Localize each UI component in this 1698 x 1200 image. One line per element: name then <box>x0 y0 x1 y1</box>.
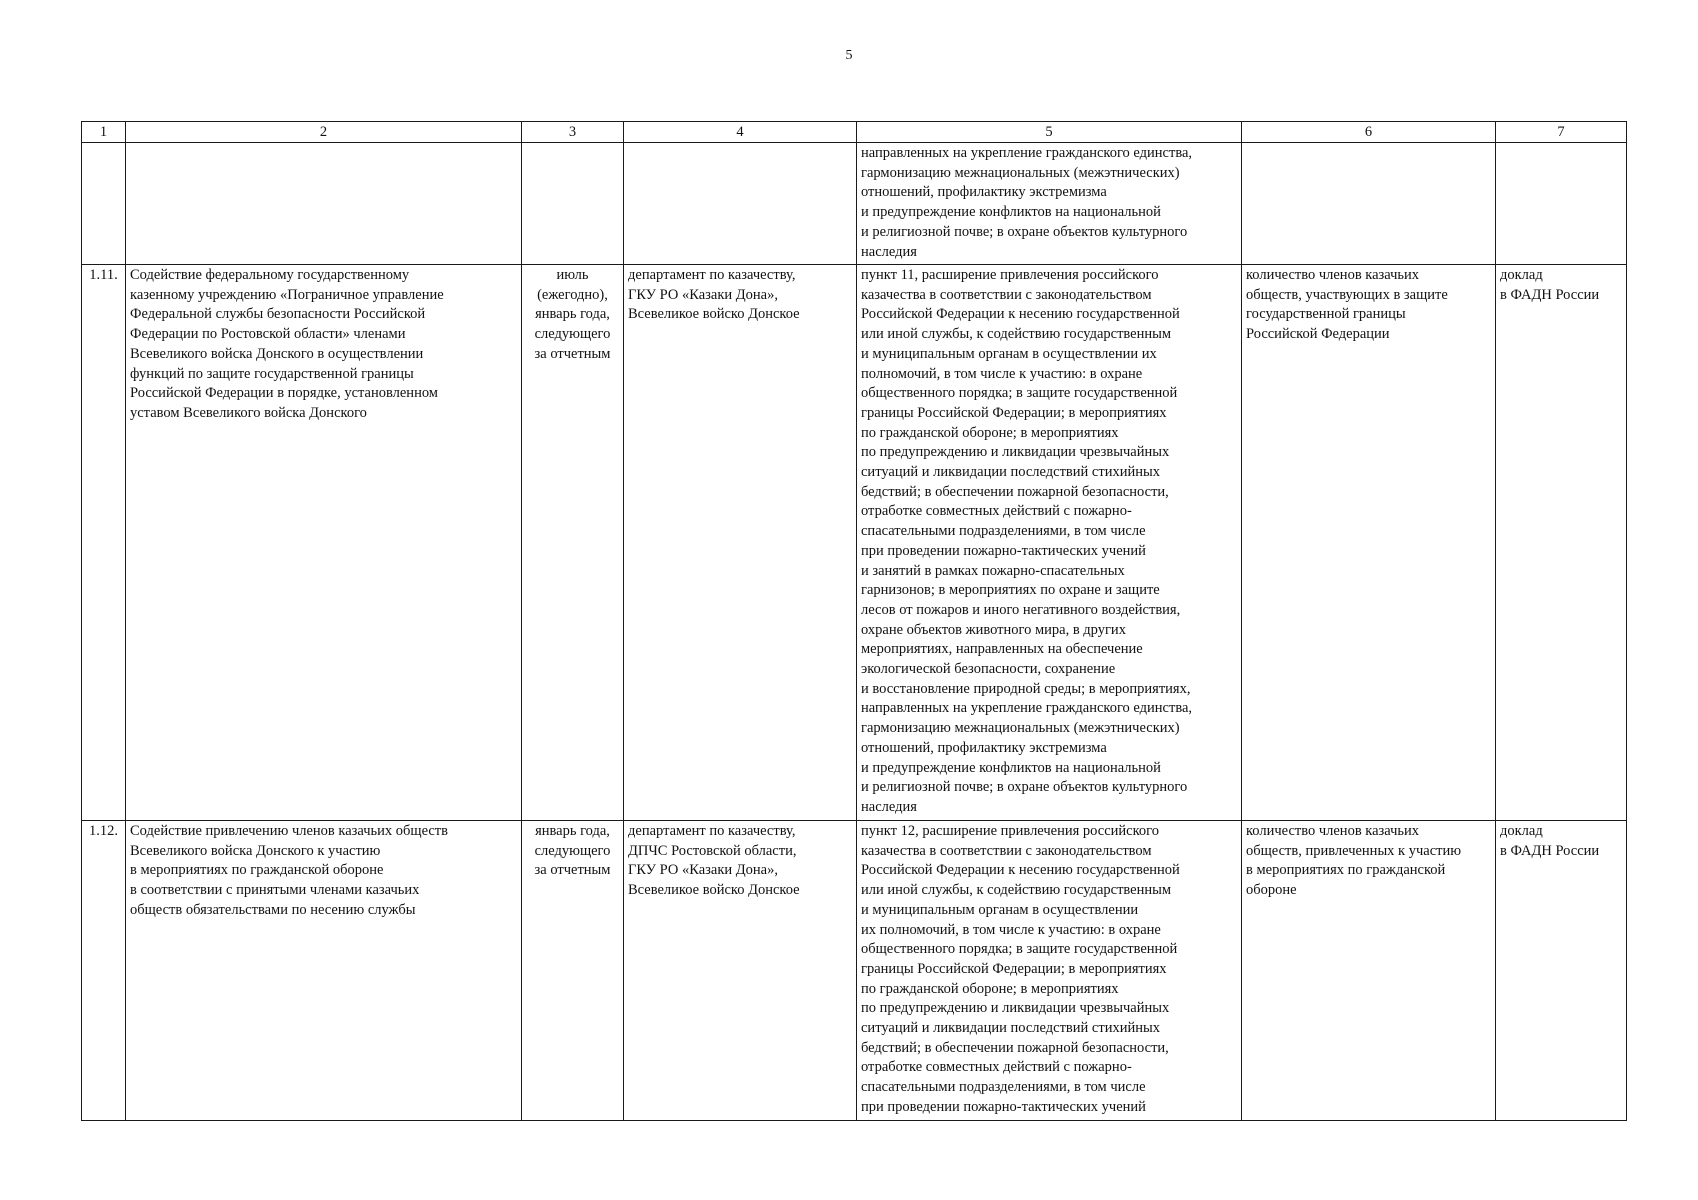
table-row <box>82 821 1627 1121</box>
cell-indicator: количество членов казачьих обществ, привлеченных к участию в мероприятиях по гражданской обороне <box>1242 821 1496 1121</box>
cell-executor: департамент по казачеству, ГКУ РО «Казаки Дона», Всевеликое войско Донское <box>624 265 857 821</box>
column-number-6: 6 <box>1242 122 1496 143</box>
column-number-5: 5 <box>857 122 1242 143</box>
cell-term <box>522 143 624 265</box>
page-number: 5 <box>845 48 853 63</box>
cell-executor <box>624 143 857 265</box>
cell-indicator <box>1242 143 1496 265</box>
column-number-7: 7 <box>1496 122 1627 143</box>
cell-report: доклад в ФАДН России <box>1496 265 1627 821</box>
cell-event: Содействие привлечению членов казачьих обществ Всевеликого войска Донского к участию в мероприятиях по гражданской обороне в соответствии с принятыми членами казачьих обществ обязательствами по несению службы <box>126 821 522 1121</box>
cell-item-number: 1.11. <box>82 265 126 821</box>
cell-result: направленных на укрепление гражданского единства, гармонизацию межнациональных (межэтнических) отношений, профилактику экстремизма и предупреждение конфликтов на национальной и религиозной почве; в охране объектов культурного наследия <box>857 143 1242 265</box>
cell-item-number <box>82 143 126 265</box>
cell-event: Содействие федеральному государственному казенному учреждению «Пограничное управление Федеральной службы безопасности Российской Федерации по Ростовской области» членами Всевеликого войска Донского в осуществлении функций по защите государственной границы Российской Федерации в порядке, установленном уставом Всевеликого войска Донского <box>126 265 522 821</box>
cell-report <box>1496 143 1627 265</box>
cell-result: пункт 12, расширение привлечения российского казачества в соответствии с законодательством Российской Федерации к несению государственной или иной службы, к содействию государственным и муниципальным органам в осуществлении их полномочий, в том числе к участию: в охране общественного порядка; в защите государственной границы Российской Федерации; в мероприятиях по гражданской обороне; в мероприятиях по предупреждению и ликвидации чрезвычайных ситуаций и ликвидации последствий стихийных бедствий; в обеспечении пожарной безопасности, отработке совместных действий с пожарно- спасательными подразделениями, в том числе при проведении пожарно-тактических учений <box>857 821 1242 1121</box>
table-row-continuation <box>82 143 1627 265</box>
column-number-3: 3 <box>522 122 624 143</box>
cell-term: июль (ежегодно), январь года, следующего за отчетным <box>522 265 624 821</box>
plan-table <box>81 121 1627 1121</box>
column-number-2: 2 <box>126 122 522 143</box>
cell-item-number: 1.12. <box>82 821 126 1121</box>
cell-term: январь года, следующего за отчетным <box>522 821 624 1121</box>
table-header-row <box>82 122 1627 143</box>
cell-event <box>126 143 522 265</box>
table-row <box>82 265 1627 821</box>
cell-result: пункт 11, расширение привлечения российского казачества в соответствии с законодательством Российской Федерации к несению государственной или иной службы, к содействию государственным и муниципальным органам в осуществлении их полномочий, в том числе к участию: в охране общественного порядка; в защите государственной границы Российской Федерации; в мероприятиях по гражданской обороне; в мероприятиях по предупреждению и ликвидации чрезвычайных ситуаций и ликвидации последствий стихийных бедствий; в обеспечении пожарной безопасности, отработке совместных действий с пожарно- спасательными подразделениями, в том числе при проведении пожарно-тактических учений и занятий в рамках пожарно-спасательных гарнизонов; в мероприятиях по охране и защите лесов от пожаров и иного негативного воздействия, охране объектов животного мира, в других мероприятиях, направленных на обеспечение экологической безопасности, сохранение и восстановление природной среды; в мероприятиях, направленных на укрепление гражданского единства, гармонизацию межнациональных (межэтнических) отношений, профилактику экстремизма и предупреждение конфликтов на национальной и религиозной почве; в охране объектов культурного наследия <box>857 265 1242 821</box>
cell-indicator: количество членов казачьих обществ, участвующих в защите государственной границы Российской Федерации <box>1242 265 1496 821</box>
column-number-4: 4 <box>624 122 857 143</box>
column-number-1: 1 <box>82 122 126 143</box>
cell-executor: департамент по казачеству, ДПЧС Ростовской области, ГКУ РО «Казаки Дона», Всевеликое войско Донское <box>624 821 857 1121</box>
cell-report: доклад в ФАДН России <box>1496 821 1627 1121</box>
